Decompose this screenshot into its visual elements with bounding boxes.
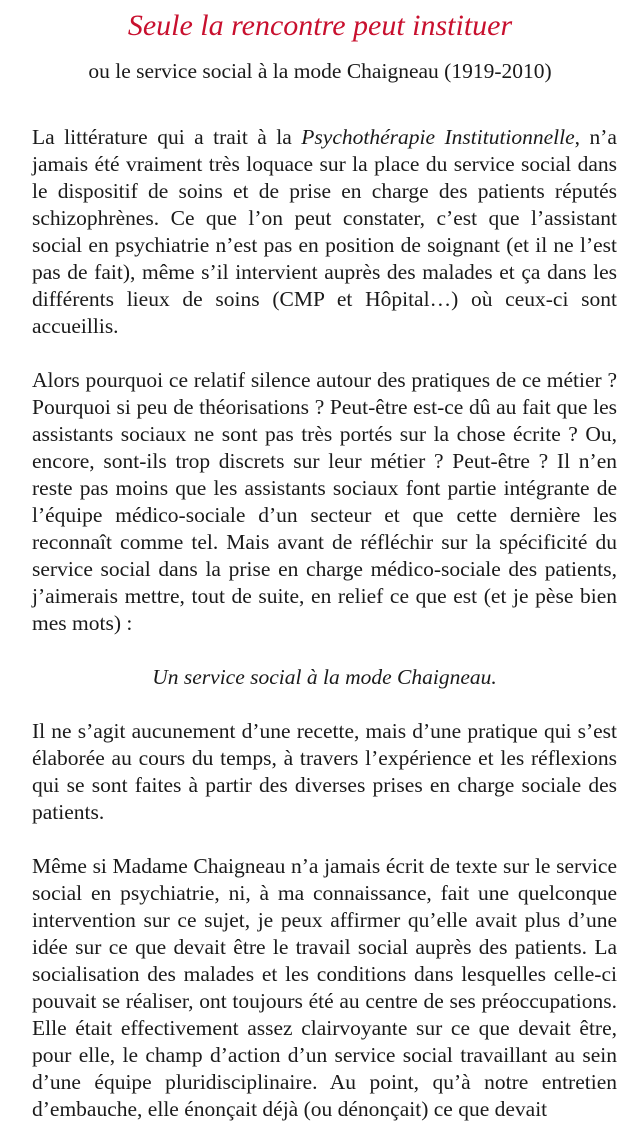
paragraph-recette: Il ne s’agit aucunement d’une recette, mais d’une pratique qui s’est élaborée au cours du temps, à travers l’expérience et les réflexions qui se sont faites à partir des diverses prises en charge sociale des patients. bbox=[32, 719, 617, 824]
article-title: Seule la rencontre peut instituer bbox=[127, 9, 513, 42]
emphasis-psychotherapie: Psychothérapie Institutionnelle bbox=[301, 125, 575, 149]
article-body bbox=[32, 124, 617, 1136]
centered-italic-heading: Un service social à la mode Chaigneau. bbox=[152, 665, 497, 689]
paragraph-silence: Alors pourquoi ce relatif silence autour des pratiques de ce métier ? Pourquoi si peu de théorisations ? Peut-être est-ce dû au fait que les assistants sociaux ne sont pas très portés sur la chose écrite ? Ou, encore, sont-ils trop discrets sur leur métier ? Peut-être ? Il n’en reste pas moins que les assistants sociaux font partie intégrante de l’équipe médico-sociale d’un secteur et que cette dernière les reconnaît comme tel. Mais avant de réfléchir sur la spécificité du service social dans la prise en charge médico-sociale des patients, j’aimerais mettre, tout de suite, en relief ce que est (et je pèse bien mes mots) : bbox=[32, 368, 617, 635]
paragraph-intro-rest: , n’a jamais été vraiment très loquace sur la place du service social dans le dispositif de soins et de prise en charge des patients réputés schizophrènes. Ce que l’on peut constater, c’est que l’assistant social en psychiatrie n’est pas en position de soignant (et il ne l’est pas de fait), même s’il intervient auprès des malades et ça dans les différents lieux de soins (CMP et Hôpital…) où ceux-ci sont accueillis. bbox=[32, 125, 617, 338]
paragraph-intro-start: La littérature qui a trait à la bbox=[32, 125, 302, 149]
article-subtitle: ou le service social à la mode Chaigneau (1919-2010) bbox=[88, 59, 552, 83]
paragraph-madame-chaigneau: Même si Madame Chaigneau n’a jamais écrit de texte sur le service social en psychiatrie, ni, à ma connaissance, fait une quelconque intervention sur ce sujet, je peux affirmer qu’elle avait plus d’une idée sur ce que devait être le travail social auprès des patients. La socialisation des malades et les conditions dans lesquelles celle-ci pouvait se réaliser, ont toujours été au centre de ses préoccupations. Elle était effectivement assez clairvoyante sur ce que devait être, pour elle, le champ d’action d’un service social travaillant au sein d’une équipe pluridisciplinaire. Au point, qu’à notre entretien d’embauche, elle énonçait déjà (ou dénonçait) ce que devait bbox=[32, 854, 617, 1121]
paragraph-intro bbox=[32, 124, 617, 340]
